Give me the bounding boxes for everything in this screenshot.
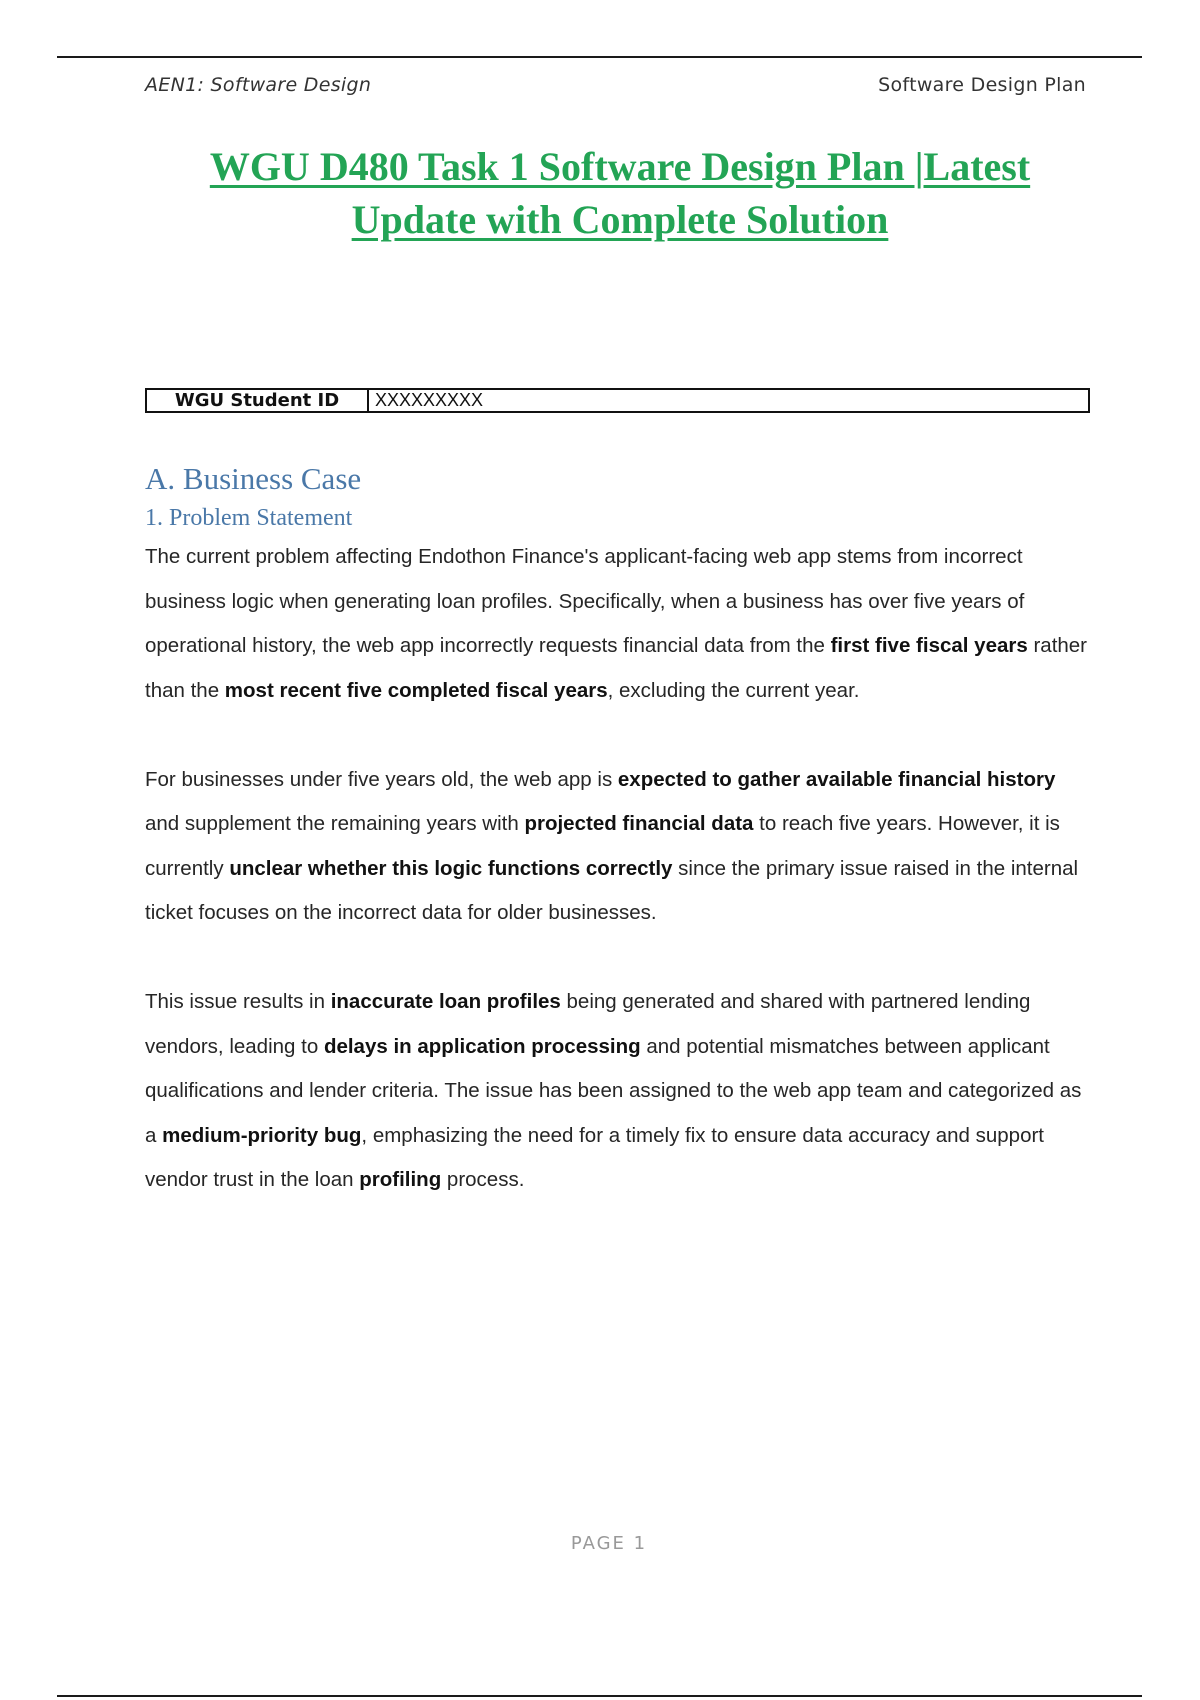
emphasis-text: medium-priority bug xyxy=(162,1123,362,1147)
document-title-line-2: Update with Complete Solution xyxy=(351,197,889,242)
student-id-value: XXXXXXXXX xyxy=(375,390,484,410)
emphasis-text: profiling xyxy=(359,1168,442,1191)
problem-statement-body xyxy=(145,535,1095,1203)
emphasis-text: inaccurate loan profiles xyxy=(330,990,561,1013)
student-id-label: WGU Student ID xyxy=(147,390,369,411)
header-rule xyxy=(57,56,1142,58)
paragraph: This issue results in inaccurate loan profiles being generated and shared with partnered lending vendors, leading to delays in application processing and potential mismatches between applicant qualifications and lender criteria. The issue has been assigned to the web app team and categorized as a medium-priority bug, emphasizing the need for a timely fix to ensure data accuracy and support vendor trust in the loan profiling process. xyxy=(145,990,1082,1191)
emphasis-text: projected financial data xyxy=(524,812,754,835)
page-number: PAGE 1 xyxy=(570,1533,648,1554)
document-title xyxy=(145,140,1095,246)
subsection-heading: 1. Problem Statement xyxy=(145,505,353,531)
emphasis-text: unclear whether this logic functions correctly xyxy=(229,856,673,880)
student-id-table xyxy=(145,388,1090,413)
emphasis-text: expected to gather available financial history xyxy=(617,767,1056,791)
emphasis-text: delays in application processing xyxy=(323,1034,641,1058)
header-course-title: AEN1: Software Design xyxy=(145,74,372,96)
emphasis-text: most recent five completed fiscal years xyxy=(224,678,608,702)
section-heading: A. Business Case xyxy=(145,461,362,496)
paragraph: For businesses under five years old, the web app is expected to gather available financial history and supplement the remaining years with projected financial data to reach five years. However, it is currently unclear whether this logic functions correctly since the primary issue raised in the internal ticket focuses on the incorrect data for older businesses. xyxy=(145,767,1079,924)
paragraph: The current problem affecting Endothon Finance's applicant-facing web app stems from incorrect business logic when generating loan profiles. Specifically, when a business has over five years of operational history, the web app incorrectly requests financial data from the first five fiscal years rather than the most recent five completed fiscal years, excluding the current year. xyxy=(145,545,1088,702)
footer-rule xyxy=(57,1695,1142,1697)
document-title-line-1: WGU D480 Task 1 Software Design Plan |Latest xyxy=(209,144,1031,189)
header-document-type: Software Design Plan xyxy=(878,74,1086,96)
emphasis-text: first five fiscal years xyxy=(830,634,1028,657)
